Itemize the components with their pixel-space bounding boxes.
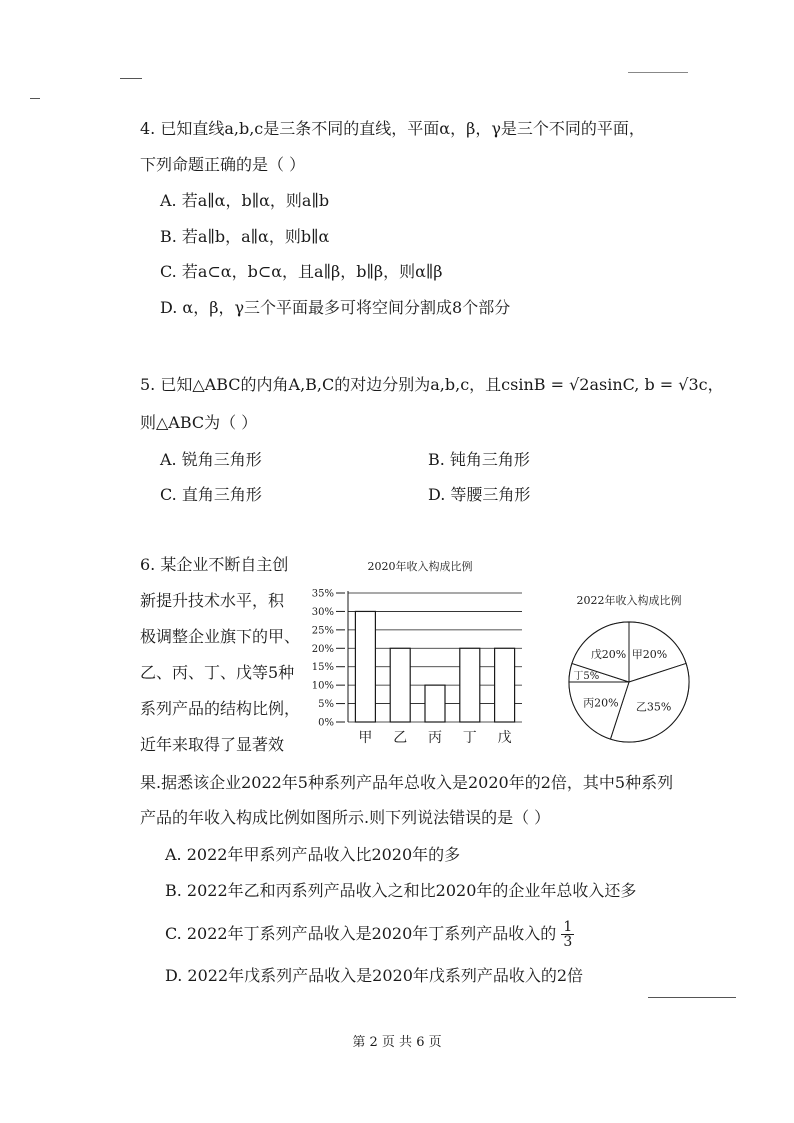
q4-option-b: B. 若a∥b，a∥α，则b∥α [160, 227, 330, 246]
scan-mark [628, 72, 688, 73]
page-footer: 第 2 页 共 6 页 [352, 1035, 442, 1050]
pie-chart-title: 2022年收入构成比例 [576, 594, 682, 607]
y-tick-label: 10% [311, 680, 334, 692]
q6-wrap-line: 近年来取得了显著效 [140, 735, 285, 754]
scan-mark [120, 78, 142, 79]
bar-甲 [355, 611, 375, 722]
bar-chart-title: 2020年收入构成比例 [367, 560, 473, 573]
q5-option-d: D. 等腰三角形 [428, 485, 531, 504]
q4-stem-line1: 4. 已知直线a,b,c是三条不同的直线，平面α，β，γ是三个不同的平面， [140, 119, 645, 138]
y-tick-label: 15% [311, 662, 334, 674]
q6-option-d: D. 2022年戊系列产品收入是2020年戊系列产品收入的2倍 [165, 966, 584, 985]
pie-chart-2022 [555, 586, 715, 758]
bar-丙 [425, 685, 445, 722]
bar-chart-2020 [300, 556, 540, 756]
q6-wrap-line: 6. 某企业不断自主创 [140, 555, 289, 574]
y-tick-label: 30% [311, 606, 334, 618]
pie-slice-label: 丙20% [583, 696, 619, 710]
q5-option-b: B. 钝角三角形 [428, 450, 530, 469]
q4-option-d: D. α，β，γ三个平面最多可将空间分割成8个部分 [160, 298, 511, 317]
bar-丁 [460, 648, 480, 722]
x-tick-label: 戊 [497, 730, 512, 746]
q6-wrap-line: 乙、丙、丁、戊等5种 [140, 663, 295, 682]
q5-option-c: C. 直角三角形 [160, 485, 262, 504]
q6-stem-line: 产品的年收入构成比例如图所示.则下列说法错误的是（ ） [140, 808, 551, 827]
x-tick-label: 甲 [358, 730, 373, 746]
y-tick-label: 5% [318, 699, 334, 711]
q6-wrap-line: 极调整企业旗下的甲、 [140, 627, 301, 646]
fraction-denominator: 3 [563, 934, 573, 950]
pie-slice-label: 甲20% [631, 647, 668, 661]
y-tick-label: 35% [311, 588, 334, 600]
q6-option-a: A. 2022年甲系列产品收入比2020年的多 [165, 845, 461, 864]
y-tick-label: 25% [311, 625, 334, 637]
q6-option-c [165, 920, 574, 949]
fraction-one-third [561, 920, 574, 949]
q4-stem-line2: 下列命题正确的是（ ） [140, 155, 306, 174]
q6-option-b: B. 2022年乙和丙系列产品收入之和比2020年的企业年总收入还多 [165, 881, 637, 900]
y-tick-label: 0% [318, 717, 334, 729]
scan-mark [30, 98, 40, 99]
q6-option-c-text: C. 2022年丁系列产品收入是2020年丁系列产品收入的 [165, 924, 557, 943]
q5-option-a: A. 锐角三角形 [160, 450, 262, 469]
q4-option-c: C. 若a⊂α，b⊂α，且a∥β，b∥β，则α∥β [160, 262, 443, 281]
fraction-numerator: 1 [563, 919, 573, 935]
y-tick-label: 20% [311, 643, 334, 655]
q6-stem-line: 果.据悉该企业2022年5种系列产品年总收入是2020年的2倍，其中5种系列 [140, 773, 674, 792]
bar-乙 [390, 648, 410, 722]
pie-slice-label: 乙35% [635, 700, 672, 714]
x-tick-label: 丁 [462, 730, 477, 746]
scan-mark [648, 997, 736, 998]
q4-option-a: A. 若a∥α，b∥α，则a∥b [160, 191, 330, 210]
q5-stem-line2: 则△ABC为（ ） [140, 413, 258, 432]
x-tick-label: 丙 [428, 730, 442, 746]
q6-wrap-line: 新提升技术水平，积 [140, 591, 285, 610]
q5-stem-line1: 5. 已知△ABC的内角A,B,C的对边分别为a,b,c，且csinB = √2asinC, b = √3c， [140, 375, 724, 394]
pie-slice-label: 戊20% [590, 647, 627, 661]
bar-戊 [495, 648, 515, 722]
q6-wrap-line: 系列产品的结构比例， [140, 699, 301, 718]
pie-slice-label: 丁5% [573, 671, 600, 683]
x-tick-label: 乙 [393, 730, 408, 746]
